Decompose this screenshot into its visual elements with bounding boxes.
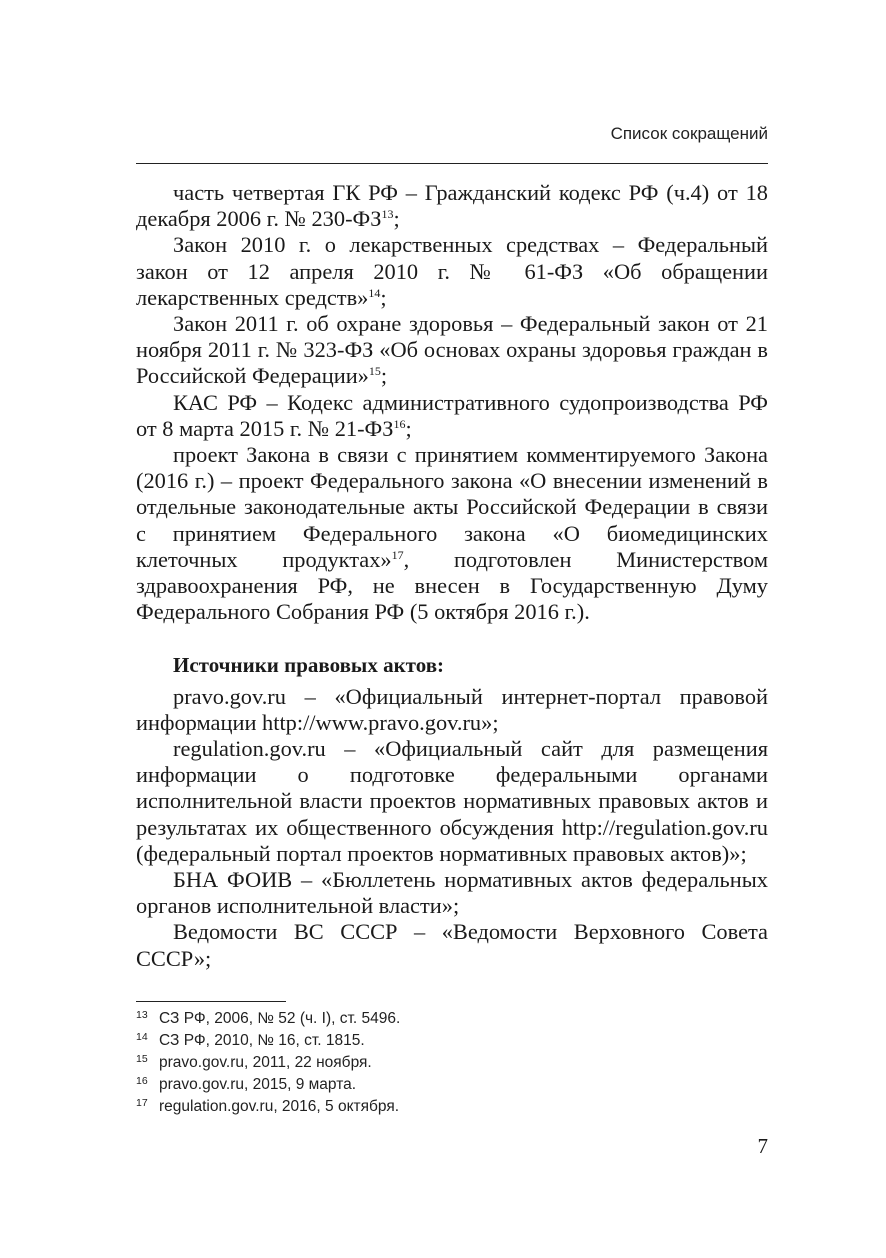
source-entry[interactable]: pravo.gov.ru – «Официальный интернет-портал правовой информации http://www.pravo.gov.ru»; [136,683,768,735]
footnote-ref[interactable]: 14 [368,285,381,300]
footnote-text: СЗ РФ, 2010, № 16, ст. 1815. [159,1032,365,1049]
abbreviation-entry[interactable] [136,442,768,625]
footnote-text: pravo.gov.ru, 2011, 22 ноября. [159,1054,372,1071]
source-entry[interactable]: regulation.gov.ru – «Официальный сайт для размещения информации о подготовке федеральными органами исполнительной власти проектов нормативных правовых актов и результатах их общественного обсуждения http://regulation.gov.ru (федеральный портал проектов нормативных правовых актов)»; [136,736,768,866]
entry-text: Закон 2010 г. о лекарственных средствах – Федеральный закон от 12 апреля 2010 г. № 61-ФЗ «Об обращении лекарственных средств» [136,232,768,310]
footnote-ref[interactable]: 16 [393,416,406,431]
footnote: 16 pravo.gov.ru, 2015, 9 марта. [136,1075,357,1093]
entry-tail: ; [405,415,412,441]
entry-text: КАС РФ – Кодекс административного судопроизводства РФ от 8 марта 2015 г. № 21-ФЗ [136,389,768,441]
footnotes [136,1008,768,1118]
entry-tail: , подготовлен Министерством здравоохранения РФ, не внесен в Государственную Думу Федерального Собрания РФ (5 октября 2016 г.). [136,546,768,625]
footnote-text: СЗ РФ, 2006, № 52 (ч. I), ст. 5496. [159,1010,401,1027]
footnote-ref[interactable]: 17 [391,547,404,562]
entry-text: часть четвертая ГК РФ – Гражданский кодекс РФ (ч.4) от 18 декабря 2006 г. № 230-ФЗ [136,180,768,232]
footnote: 15 pravo.gov.ru, 2011, 22 ноября. [136,1053,372,1071]
running-header: Список сокращений [610,124,768,143]
footnote-ref[interactable]: 15 [368,364,381,379]
main-text [136,180,768,972]
entry-text: проект Закона в связи с принятием комментируемого Закона (2016 г.) – проект Федерального закона «О внесении изменений в отдельные законодательные акты Российской Федерации в связи с принятием Федерального закона «О биомедицинских клеточных продуктах» [136,442,768,572]
footnote: 14 СЗ РФ, 2010, № 16, ст. 1815. [136,1031,365,1049]
footnote-divider [136,1001,286,1002]
source-entry[interactable]: БНА ФОИВ – «Бюллетень нормативных актов федеральных органов исполнительной власти»; [136,867,768,919]
abbreviation-entry[interactable] [136,180,768,232]
footnote-text: regulation.gov.ru, 2016, 5 октября. [159,1098,400,1115]
abbreviation-entry[interactable] [136,390,768,442]
entry-text: Закон 2011 г. об охране здоровья – Федеральный закон от 21 ноября 2011 г. № 323-ФЗ «Об основах охраны здоровья граждан в Российской Федерации» [136,311,768,389]
entry-tail: ; [380,284,387,310]
abbreviation-entry[interactable] [136,311,768,390]
footnote: 13 СЗ РФ, 2006, № 52 (ч. I), ст. 5496. [136,1009,401,1027]
entry-tail: ; [393,206,400,232]
source-entry[interactable]: Ведомости ВС СССР – «Ведомости Верховного Совета СССР»; [136,919,768,971]
abbreviation-entry[interactable] [136,232,768,311]
entry-tail: ; [380,363,388,389]
footnote-text: pravo.gov.ru, 2015, 9 марта. [159,1076,357,1093]
header-divider [136,163,768,164]
section-heading: Источники правовых актов: [173,653,445,678]
page-number: 7 [757,1134,768,1158]
footnote-ref[interactable]: 13 [381,207,394,222]
footnote: 17 regulation.gov.ru, 2016, 5 октября. [136,1097,400,1115]
